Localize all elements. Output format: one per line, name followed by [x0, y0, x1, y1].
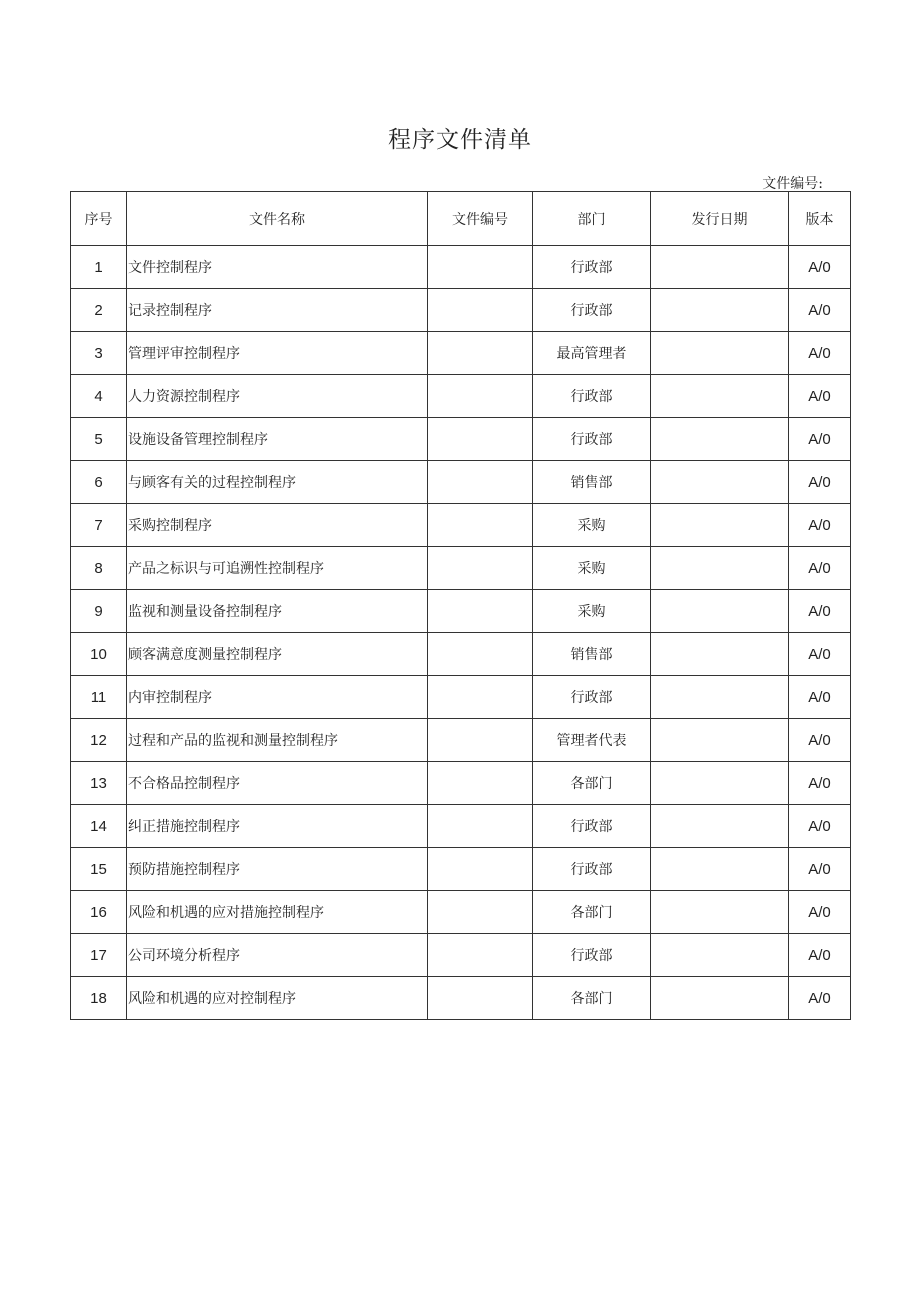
department-cell: 采购 [533, 590, 651, 633]
department-cell: 行政部 [533, 848, 651, 891]
header-date: 发行日期 [651, 192, 789, 246]
version-cell: A/0 [789, 848, 851, 891]
document-name-cell: 风险和机遇的应对措施控制程序 [127, 891, 428, 934]
version-cell: A/0 [789, 332, 851, 375]
table-row [71, 891, 851, 934]
issue-date-cell [651, 590, 789, 633]
document-name-cell: 产品之标识与可追溯性控制程序 [127, 547, 428, 590]
issue-date-cell [651, 289, 789, 332]
table-row [71, 719, 851, 762]
version-cell: A/0 [789, 676, 851, 719]
version-cell: A/0 [789, 289, 851, 332]
department-cell: 行政部 [533, 934, 651, 977]
row-number-cell: 2 [71, 289, 127, 332]
header-no: 序号 [71, 192, 127, 246]
document-code-cell [428, 332, 533, 375]
document-code-cell [428, 590, 533, 633]
department-cell: 各部门 [533, 891, 651, 934]
department-cell: 销售部 [533, 461, 651, 504]
row-number-cell: 10 [71, 633, 127, 676]
document-code-cell [428, 246, 533, 289]
document-code-cell [428, 848, 533, 891]
row-number-cell: 13 [71, 762, 127, 805]
document-name-cell: 文件控制程序 [127, 246, 428, 289]
document-code-cell [428, 375, 533, 418]
issue-date-cell [651, 719, 789, 762]
row-number-cell: 4 [71, 375, 127, 418]
document-code-cell [428, 934, 533, 977]
issue-date-cell [651, 934, 789, 977]
department-cell: 采购 [533, 504, 651, 547]
row-number-cell: 9 [71, 590, 127, 633]
department-cell: 行政部 [533, 676, 651, 719]
table-row [71, 547, 851, 590]
table-row [71, 590, 851, 633]
row-number-cell: 18 [71, 977, 127, 1020]
document-code-cell [428, 547, 533, 590]
document-code-cell [428, 762, 533, 805]
header-name: 文件名称 [127, 192, 428, 246]
document-name-cell: 公司环境分析程序 [127, 934, 428, 977]
version-cell: A/0 [789, 934, 851, 977]
document-code-cell [428, 977, 533, 1020]
issue-date-cell [651, 805, 789, 848]
version-cell: A/0 [789, 375, 851, 418]
department-cell: 行政部 [533, 375, 651, 418]
department-cell: 各部门 [533, 762, 651, 805]
header-code: 文件编号 [428, 192, 533, 246]
document-code-cell [428, 676, 533, 719]
table-row [71, 418, 851, 461]
table-row [71, 332, 851, 375]
version-cell: A/0 [789, 633, 851, 676]
version-cell: A/0 [789, 762, 851, 805]
row-number-cell: 8 [71, 547, 127, 590]
issue-date-cell [651, 676, 789, 719]
version-cell: A/0 [789, 504, 851, 547]
row-number-cell: 12 [71, 719, 127, 762]
row-number-cell: 17 [71, 934, 127, 977]
version-cell: A/0 [789, 977, 851, 1020]
table-row [71, 246, 851, 289]
row-number-cell: 7 [71, 504, 127, 547]
table-row [71, 289, 851, 332]
issue-date-cell [651, 762, 789, 805]
procedure-document-table [70, 191, 851, 1020]
table-body [71, 246, 851, 1020]
version-cell: A/0 [789, 891, 851, 934]
document-name-cell: 纠正措施控制程序 [127, 805, 428, 848]
version-cell: A/0 [789, 246, 851, 289]
table-row [71, 762, 851, 805]
row-number-cell: 3 [71, 332, 127, 375]
table-row [71, 633, 851, 676]
version-cell: A/0 [789, 418, 851, 461]
department-cell: 各部门 [533, 977, 651, 1020]
document-code-cell [428, 891, 533, 934]
table-row [71, 461, 851, 504]
version-cell: A/0 [789, 590, 851, 633]
department-cell: 管理者代表 [533, 719, 651, 762]
document-name-cell: 管理评审控制程序 [127, 332, 428, 375]
issue-date-cell [651, 891, 789, 934]
document-code-cell [428, 289, 533, 332]
row-number-cell: 11 [71, 676, 127, 719]
issue-date-cell [651, 504, 789, 547]
version-cell: A/0 [789, 805, 851, 848]
issue-date-cell [651, 848, 789, 891]
document-code-cell [428, 633, 533, 676]
document-name-cell: 顾客满意度测量控制程序 [127, 633, 428, 676]
table-row [71, 676, 851, 719]
department-cell: 行政部 [533, 805, 651, 848]
document-name-cell: 人力资源控制程序 [127, 375, 428, 418]
table-header-row [71, 192, 851, 246]
table-row [71, 805, 851, 848]
document-code-cell [428, 805, 533, 848]
department-cell: 采购 [533, 547, 651, 590]
issue-date-cell [651, 246, 789, 289]
header-version: 版本 [789, 192, 851, 246]
page-title: 程序文件清单 [388, 127, 532, 153]
document-name-cell: 风险和机遇的应对控制程序 [127, 977, 428, 1020]
row-number-cell: 6 [71, 461, 127, 504]
table-row [71, 375, 851, 418]
row-number-cell: 1 [71, 246, 127, 289]
issue-date-cell [651, 633, 789, 676]
version-cell: A/0 [789, 547, 851, 590]
document-name-cell: 设施设备管理控制程序 [127, 418, 428, 461]
issue-date-cell [651, 547, 789, 590]
department-cell: 行政部 [533, 418, 651, 461]
issue-date-cell [651, 461, 789, 504]
issue-date-cell [651, 418, 789, 461]
document-name-cell: 记录控制程序 [127, 289, 428, 332]
table-row [71, 977, 851, 1020]
row-number-cell: 16 [71, 891, 127, 934]
document-name-cell: 内审控制程序 [127, 676, 428, 719]
row-number-cell: 5 [71, 418, 127, 461]
issue-date-cell [651, 332, 789, 375]
document-code-cell [428, 504, 533, 547]
table-row [71, 504, 851, 547]
document-name-cell: 预防措施控制程序 [127, 848, 428, 891]
issue-date-cell [651, 977, 789, 1020]
table-row [71, 848, 851, 891]
issue-date-cell [651, 375, 789, 418]
version-cell: A/0 [789, 461, 851, 504]
table-row [71, 934, 851, 977]
document-name-cell: 过程和产品的监视和测量控制程序 [127, 719, 428, 762]
document-code-cell [428, 719, 533, 762]
document-code-cell [428, 461, 533, 504]
header-dept: 部门 [533, 192, 651, 246]
row-number-cell: 14 [71, 805, 127, 848]
department-cell: 行政部 [533, 289, 651, 332]
version-cell: A/0 [789, 719, 851, 762]
row-number-cell: 15 [71, 848, 127, 891]
document-name-cell: 采购控制程序 [127, 504, 428, 547]
department-cell: 行政部 [533, 246, 651, 289]
department-cell: 最高管理者 [533, 332, 651, 375]
document-code-cell [428, 418, 533, 461]
document-name-cell: 与顾客有关的过程控制程序 [127, 461, 428, 504]
document-name-cell: 不合格品控制程序 [127, 762, 428, 805]
department-cell: 销售部 [533, 633, 651, 676]
doc-number-label: 文件编号: [762, 176, 823, 192]
document-name-cell: 监视和测量设备控制程序 [127, 590, 428, 633]
